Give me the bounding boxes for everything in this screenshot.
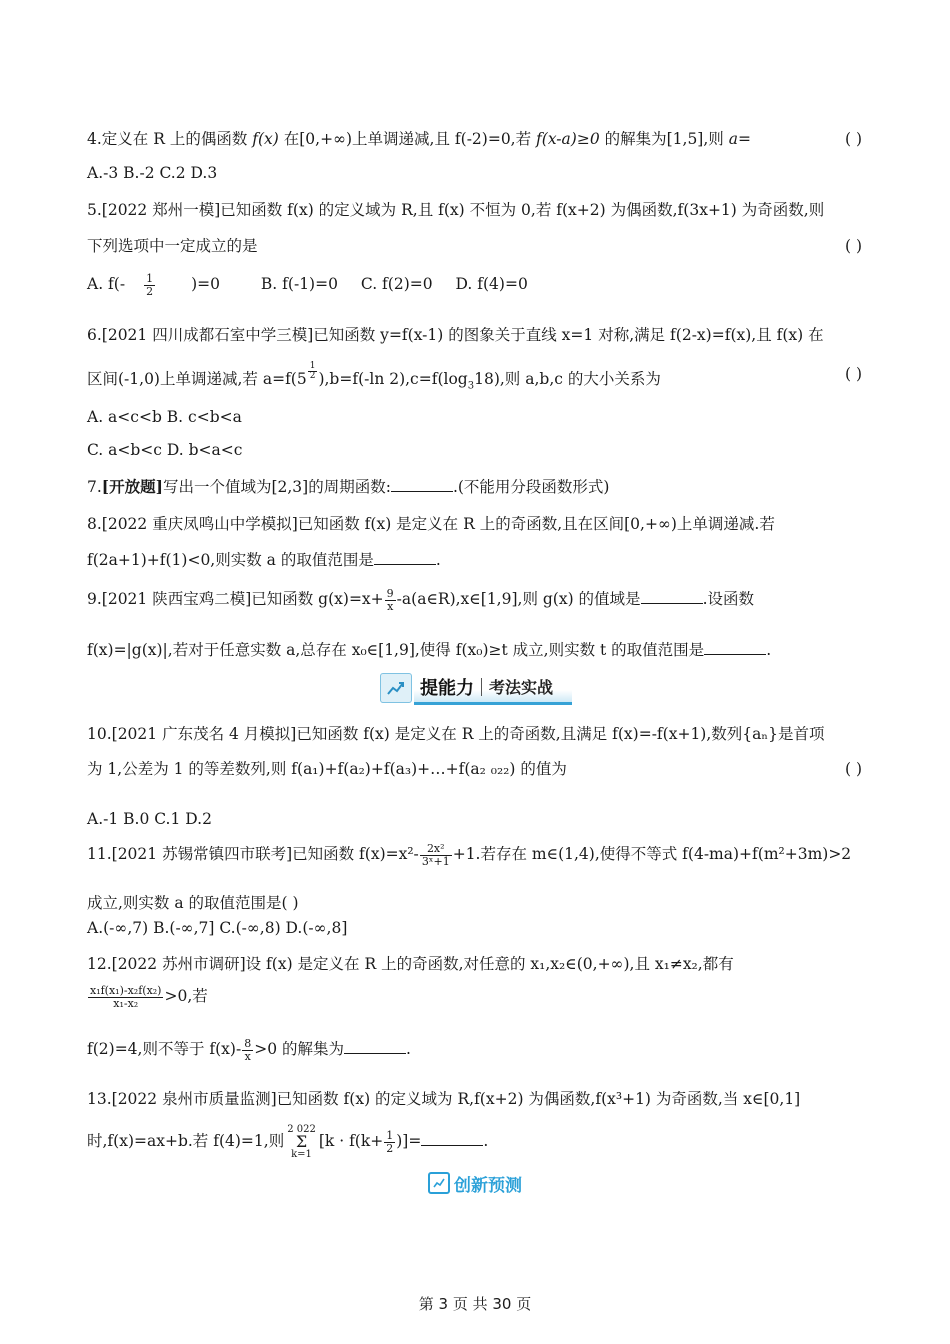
q5-choice-a: A. f(- $\frac{1}{2}$ )=0: [87, 271, 220, 298]
q11-stem-line2: 成立,则实数 a 的取值范围是( ): [87, 894, 299, 912]
q10-choices: A.-1 B.0 C.1 D.2: [87, 810, 212, 828]
q12-stem-line3: f(2)=4,则不等于 f(x)- $\frac{8}{x}$ >0 的解集为 .: [87, 1036, 411, 1063]
q6-choices-cd: C. a<b<c D. b<a<c: [87, 441, 243, 459]
q5-choice-b: B. f(-1)=0: [260, 275, 338, 293]
answer-blank[interactable]: [391, 477, 453, 492]
q11-choices: A.(-∞,7) B.(-∞,7] C.(-∞,8) D.(-∞,8]: [87, 919, 348, 937]
q5-stem-line1: 5.[2022 郑州一模]已知函数 f(x) 的定义域为 R,且 f(x) 不恒为 0,若 f(x+2) 为偶函数,f(3x+1) 为奇函数,则: [87, 201, 825, 219]
answer-blank[interactable]: [704, 640, 766, 655]
section-banner: [380, 671, 572, 705]
q9-stem-line2: f(x)=|g(x)|,若对于任意实数 a,总存在 x₀∈[1,9],使得 f(x₀)≥t 成立,则实数 t 的取值范围是 .: [87, 641, 772, 659]
forecast-icon: [428, 1172, 450, 1194]
q10-stem-line2: 为 1,公差为 1 的等差数列,则 f(a₁)+f(a₂)+f(a₃)+…+f(a₂ ₀₂₂) 的值为 ( ): [87, 757, 862, 781]
q4-stem: 4.定义在 R 上的偶函数 f(x) 在[0,+∞)上单调递减,且 f(-2)=0,若 f(x-a)≥0 的解集为[1,5],则 a= ( ): [87, 127, 862, 151]
q5-choice-d: D. f(4)=0: [455, 275, 528, 293]
chart-icon: [380, 673, 412, 703]
q6-stem-line1: 6.[2021 四川成都石室中学三模]已知函数 y=f(x-1) 的图象关于直线 x=1 对称,满足 f(2-x)=f(x),且 f(x) 在: [87, 326, 824, 344]
page-number: 第 3 页 共 30 页: [418, 1295, 532, 1313]
banner-subtitle: 考法实战: [489, 678, 554, 697]
q6-stem-line2: 区间(-1,0)上单调递减,若 a=f(5 $\frac{1}{2}$ ),b=f(-ln $2),c=f(\log_318)$,则 a,b,c 的大小关系为 ( ): [87, 361, 862, 392]
sum-symbol: 2 022 Σ k=1: [287, 1124, 316, 1160]
q12-stem-line1: 12.[2022 苏州市调研]设 f(x) 是定义在 R 上的奇函数,对任意的 x₁,x₂∈(0,+∞),且 x₁≠x₂,都有: [87, 955, 734, 973]
innovation-title: 创新预测: [454, 1175, 522, 1196]
q5-choices: [87, 272, 862, 298]
q9-stem-line1: 9.[2021 陕西宝鸡二模]已知函数 g(x)=x+ $\frac{9}{x}$ -a(a∈R),x∈[1,9],则 g(x) 的值域是 .设函数: [87, 586, 754, 613]
answer-blank[interactable]: [344, 1039, 406, 1054]
answer-paren: ( ): [844, 760, 862, 778]
answer-blank[interactable]: [374, 550, 436, 565]
q10-stem-line1: 10.[2021 广东茂名 4 月模拟]已知函数 f(x) 是定义在 R 上的奇函数,且满足 f(x)=-f(x+1),数列{aₙ}是首项: [87, 725, 825, 743]
q8-stem-line1: 8.[2022 重庆凤鸣山中学模拟]已知函数 f(x) 是定义在 R 上的奇函数,且在区间[0,+∞)上单调递减.若: [87, 515, 775, 533]
q6-choices-ab: A. a<c<b B. c<b<a: [87, 408, 242, 426]
answer-blank[interactable]: [641, 589, 703, 604]
q11-stem-line1: 11.[2021 苏锡常镇四市联考]已知函数 f(x)=x²- $\frac{\text{2x²}}{\text{3ˣ+1}}$ +1.若存在 m∈(1,4),使得不等式 f(4-ma)+f(m²+3m)>2: [87, 841, 852, 868]
answer-paren: ( ): [844, 237, 862, 255]
q13-stem-line2: 时,f(x)=ax+b.若 f(4)=1,则2 022 Σ k=1[k · f(k+ $\frac{1}{2}$ )]= .: [87, 1124, 489, 1160]
q5-choice-c: C. f(2)=0: [360, 275, 433, 293]
innovation-header: [428, 1170, 522, 1196]
q13-stem-line1: 13.[2022 泉州市质量监测]已知函数 f(x) 的定义域为 R,f(x+2) 为偶函数,f(x³+1) 为奇函数,当 x∈[0,1]: [87, 1090, 801, 1108]
answer-paren: ( ): [844, 130, 862, 148]
banner-title: 提能力: [420, 677, 474, 699]
answer-paren: ( ): [844, 365, 862, 383]
q8-stem-line2: f(2a+1)+f(1)<0,则实数 a 的取值范围是 .: [87, 551, 441, 569]
q12-stem-line2: $\frac{\text{x₁f(x₁)-x₂f(x₂)}}{\text{x₁-x₂}}$ >0,若: [90, 983, 208, 1010]
q5-stem-line2: 下列选项中一定成立的是 ( ): [87, 234, 862, 258]
answer-blank[interactable]: [421, 1131, 483, 1146]
open-question-tag: [开放题]: [101, 477, 163, 496]
q7-stem: 7.[开放题]写出一个值域为[2,3]的周期函数: .(不能用分段函数形式): [87, 477, 610, 496]
q4-choices: A.-3 B.-2 C.2 D.3: [87, 164, 218, 182]
